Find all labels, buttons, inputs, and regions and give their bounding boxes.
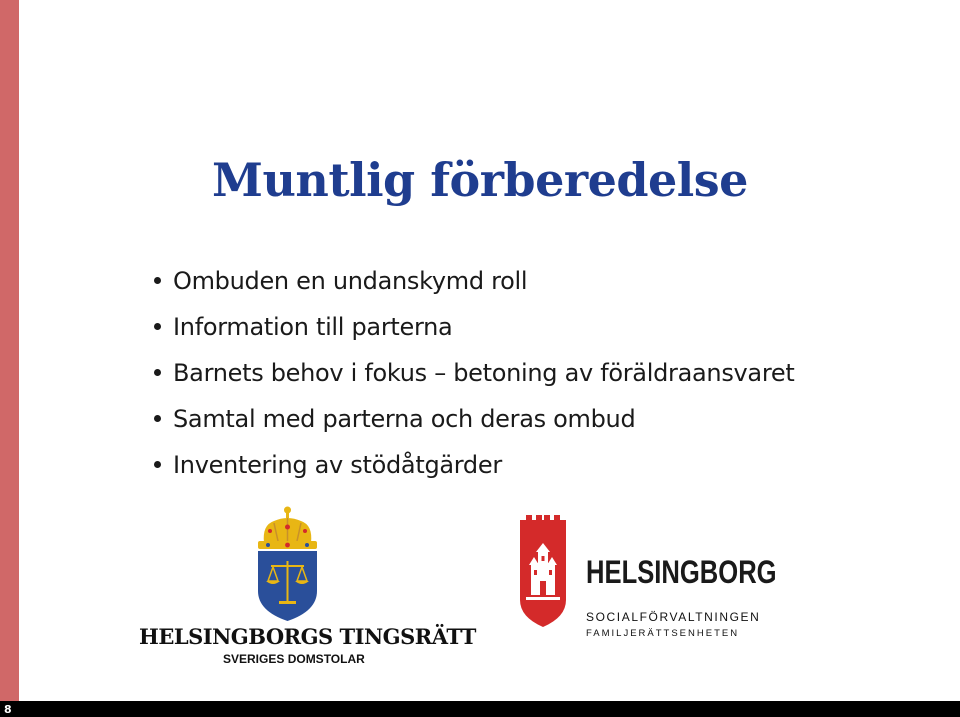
bullet-item: Samtal med parterna och deras ombud: [154, 396, 794, 442]
bullet-item: Information till parterna: [154, 304, 794, 350]
slide-title: Muntlig förberedelse: [212, 152, 748, 207]
helsingborg-name: HELSINGBORG: [586, 554, 777, 590]
page-number: 8: [4, 703, 12, 716]
side-accent-bar: [0, 0, 19, 705]
bullet-item: Ombuden en undanskymd roll: [154, 258, 794, 304]
helsingborg-unit: FAMILJERÄTTSENHETEN: [586, 628, 740, 639]
tingsratt-logo: [135, 505, 476, 670]
helsingborg-department: SOCIALFÖRVALTNINGEN: [586, 610, 761, 624]
tingsratt-name: HELSINGBORGS TINGSRÄTT: [139, 624, 476, 649]
helsingborg-logo: [518, 515, 798, 650]
bullet-list: [154, 258, 794, 488]
bullet-item: Inventering av stödåtgärder: [154, 442, 794, 488]
sweden-court-crest-icon: [250, 505, 325, 623]
tingsratt-subtitle: SVERIGES DOMSTOLAR: [223, 652, 365, 666]
helsingborg-castle-crest-icon: [518, 515, 568, 628]
footer-bar: [0, 701, 960, 717]
bullet-item: Barnets behov i fokus – betoning av föräldraansvaret: [154, 350, 794, 396]
